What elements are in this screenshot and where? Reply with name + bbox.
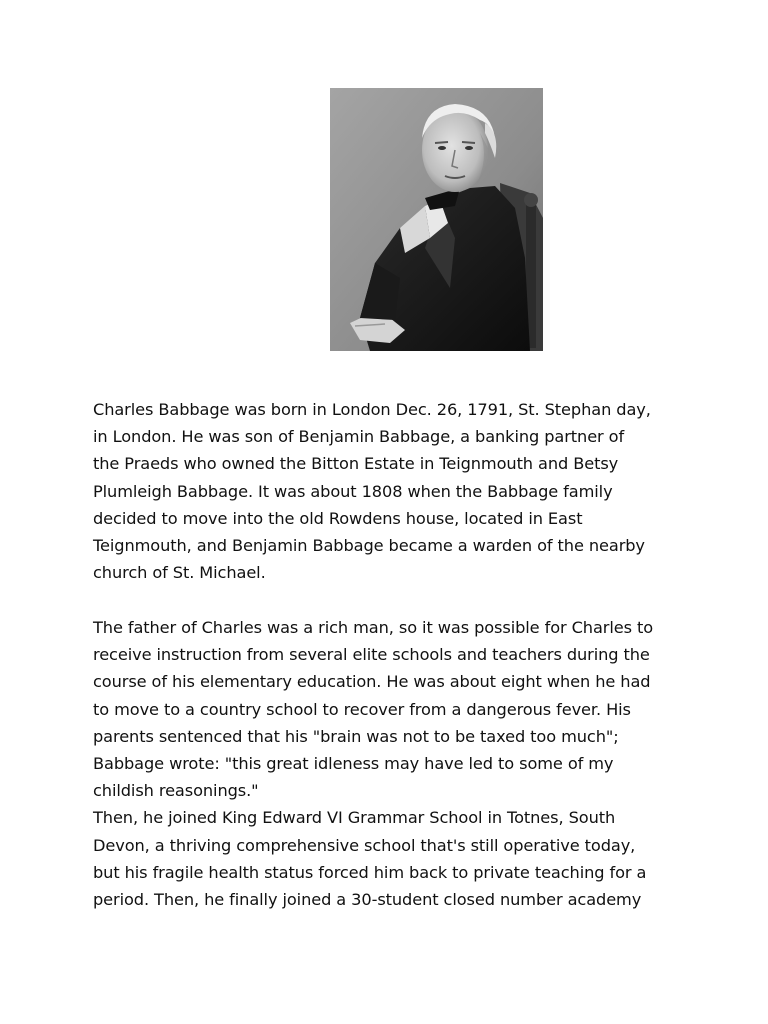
paragraph-line: Babbage wrote: "this great idleness may have led to some of my [93,754,614,774]
paragraph-line: Then, he joined King Edward VI Grammar School in Totnes, South [93,808,616,828]
paragraph-line: Plumleigh Babbage. It was about 1808 when the Babbage family [93,481,613,501]
paragraph-line: The father of Charles was a rich man, so it was possible for Charles to [93,618,654,637]
paragraph-biography-education [93,614,683,913]
paragraph-line: Teignmouth, and Benjamin Babbage became a warden of the nearby [93,536,645,556]
portrait-photo [330,88,543,351]
paragraph-line: to move to a country school to recover from a dangerous fever. His [93,699,631,719]
paragraph-line: childish reasonings." [93,781,259,801]
paragraph-line: decided to move into the old Rowdens house, located in East [93,508,583,528]
portrait-photo-icon [330,88,543,351]
paragraph-line: receive instruction from several elite schools and teachers during the [93,645,650,665]
paragraph-line: course of his elementary education. He was about eight when he had [93,672,651,692]
paragraph-biography-birth [93,396,683,586]
paragraph-line: but his fragile health status forced him back to private teaching for a [93,862,647,882]
paragraph-line: church of St. Michael. [93,563,266,583]
paragraph-line: period. Then, he finally joined a 30-student closed number academy [93,890,642,910]
paragraph-line: parents sentenced that his "brain was not to be taxed too much"; [93,726,619,746]
paragraph-line: in London. He was son of Benjamin Babbage, a banking partner of [93,427,625,447]
paragraph-line: Devon, a thriving comprehensive school that's still operative today, [93,835,636,855]
paragraph-line: Charles Babbage was born in London Dec. 26, 1791, St. Stephan day, [93,400,651,419]
paragraph-line: the Praeds who owned the Bitton Estate in Teignmouth and Betsy [93,454,619,474]
